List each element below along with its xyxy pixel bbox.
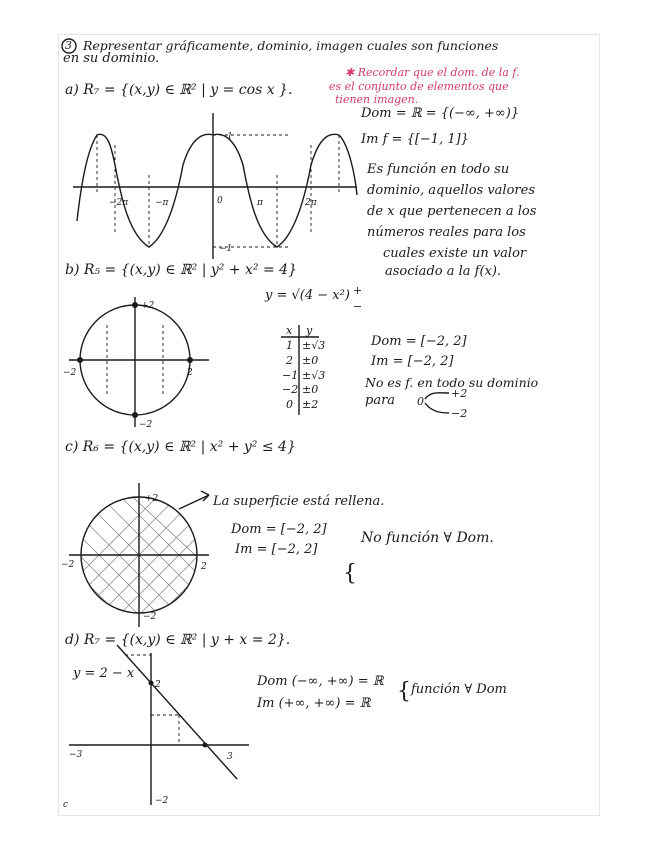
- part-b-domain: Dom = [−2, 2]: [371, 334, 467, 349]
- part-a-explanation-4: números reales para los: [367, 225, 526, 240]
- part-a-explanation-5: cuales existe un valor: [383, 246, 527, 261]
- disc-label-right: 2: [201, 562, 207, 572]
- table-head-y: y: [306, 324, 313, 337]
- table-row-2-x: 2: [286, 354, 293, 367]
- circle-label-top: +2: [141, 301, 155, 311]
- circle-label-left: −2: [63, 368, 77, 378]
- table-row-1-y: ±√3: [302, 339, 326, 352]
- linear-function-line: [117, 645, 237, 779]
- disc-label-left: −2: [61, 560, 75, 570]
- table-row-5-y: ±2: [302, 398, 319, 411]
- part-b-header: b) R₅ = {(x,y) ∈ ℝ² | y² + x² = 4}: [65, 262, 297, 278]
- part-c-domain: Dom = [−2, 2]: [231, 522, 327, 537]
- cosine-graph: [59, 35, 359, 265]
- table-row-4-y: ±0: [302, 383, 319, 396]
- part-a-explanation-3: de x que pertenecen a los: [367, 204, 537, 219]
- exercise-title-line2: en su dominio.: [63, 51, 160, 66]
- part-a-note-line3: tienen imagen.: [335, 93, 419, 106]
- part-b-formula-plus: +: [353, 284, 363, 297]
- surface-note-arrow: [179, 495, 209, 509]
- cosine-y-top-label: 1: [227, 132, 233, 142]
- corner-mark: c: [63, 800, 69, 810]
- part-c-surface-note: La superficie está rellena.: [213, 494, 385, 509]
- cosine-curve: [77, 134, 357, 247]
- part-b-note-line2: para: [365, 393, 396, 408]
- linear-label-top: 2: [155, 680, 161, 690]
- part-a-image: Im f = {[−1, 1]}: [361, 132, 469, 147]
- part-c-image: Im = [−2, 2]: [235, 542, 318, 557]
- circle-label-right: 2: [187, 368, 193, 378]
- notebook-page: [58, 34, 600, 816]
- part-a-header: a) R₇ = {(x,y) ∈ ℝ² | y = cos x }.: [65, 82, 293, 98]
- part-d-line-label: y = 2 − x: [73, 666, 135, 681]
- part-a-note-line1: ✱ Recordar que el dom. de la f.: [345, 66, 520, 79]
- cosine-y-bottom-label: −1: [219, 244, 233, 254]
- part-a-note-line2: es el conjunto de elementos que: [329, 80, 509, 93]
- table-row-3-y: ±√3: [302, 369, 326, 382]
- linear-label-right: 3: [227, 752, 233, 762]
- part-c-remark: No función ∀ Dom.: [361, 530, 494, 546]
- cosine-tick-negpi: −π: [155, 198, 169, 208]
- exercise-title-line1: Representar gráficamente, dominio, imagen cuales son funciones: [83, 38, 499, 53]
- part-b-note-plus: +2: [451, 387, 468, 400]
- linear-label-bottom: −2: [155, 796, 169, 806]
- part-b-formula-minus: −: [353, 300, 363, 313]
- part-b-image: Im = [−2, 2]: [371, 354, 454, 369]
- part-b-note-line1: No es f. en todo su dominio: [365, 375, 539, 390]
- part-c-header: c) R₆ = {(x,y) ∈ ℝ² | x² + y² ≤ 4}: [65, 439, 296, 455]
- part-b-note-zero: 0: [417, 395, 424, 408]
- disc-label-bottom: −2: [143, 612, 157, 622]
- table-row-2-y: ±0: [302, 354, 319, 367]
- part-a-domain: Dom = ℝ = {(−∞, +∞)}: [361, 106, 520, 121]
- table-row-1-x: 1: [286, 339, 293, 352]
- table-head-x: x: [286, 324, 293, 337]
- part-d-domain: Dom (−∞, +∞) = ℝ: [257, 674, 384, 689]
- circle-label-bottom: −2: [139, 420, 153, 430]
- table-row-3-x: −1: [282, 369, 299, 382]
- part-a-explanation-1: Es función en todo su: [367, 162, 510, 177]
- part-d-header: d) R₇ = {(x,y) ∈ ℝ² | y + x = 2}.: [65, 632, 291, 648]
- exercise-number: 3: [65, 39, 72, 52]
- cosine-tick-2pi: 2π: [305, 198, 317, 208]
- cosine-tick-neg2pi: −2π: [109, 198, 129, 208]
- part-b-formula: y = √(4 − x²): [265, 288, 350, 303]
- disc-label-top: +2: [145, 494, 159, 504]
- part-a-explanation-2: dominio, aquellos valores: [367, 183, 535, 198]
- part-d-remark: función ∀ Dom: [411, 682, 507, 697]
- table-row-4-x: −2: [282, 383, 299, 396]
- part-d-brace: {: [397, 679, 411, 704]
- part-c-brace: {: [343, 561, 357, 586]
- linear-label-left: −3: [69, 750, 83, 760]
- part-a-explanation-6: asociado a la f(x).: [385, 264, 502, 279]
- cosine-tick-pi: π: [257, 198, 263, 208]
- cosine-tick-zero: 0: [217, 196, 223, 206]
- table-row-5-x: 0: [286, 398, 293, 411]
- part-d-image: Im (+∞, +∞) = ℝ: [257, 696, 371, 711]
- part-b-note-minus: −2: [451, 407, 468, 420]
